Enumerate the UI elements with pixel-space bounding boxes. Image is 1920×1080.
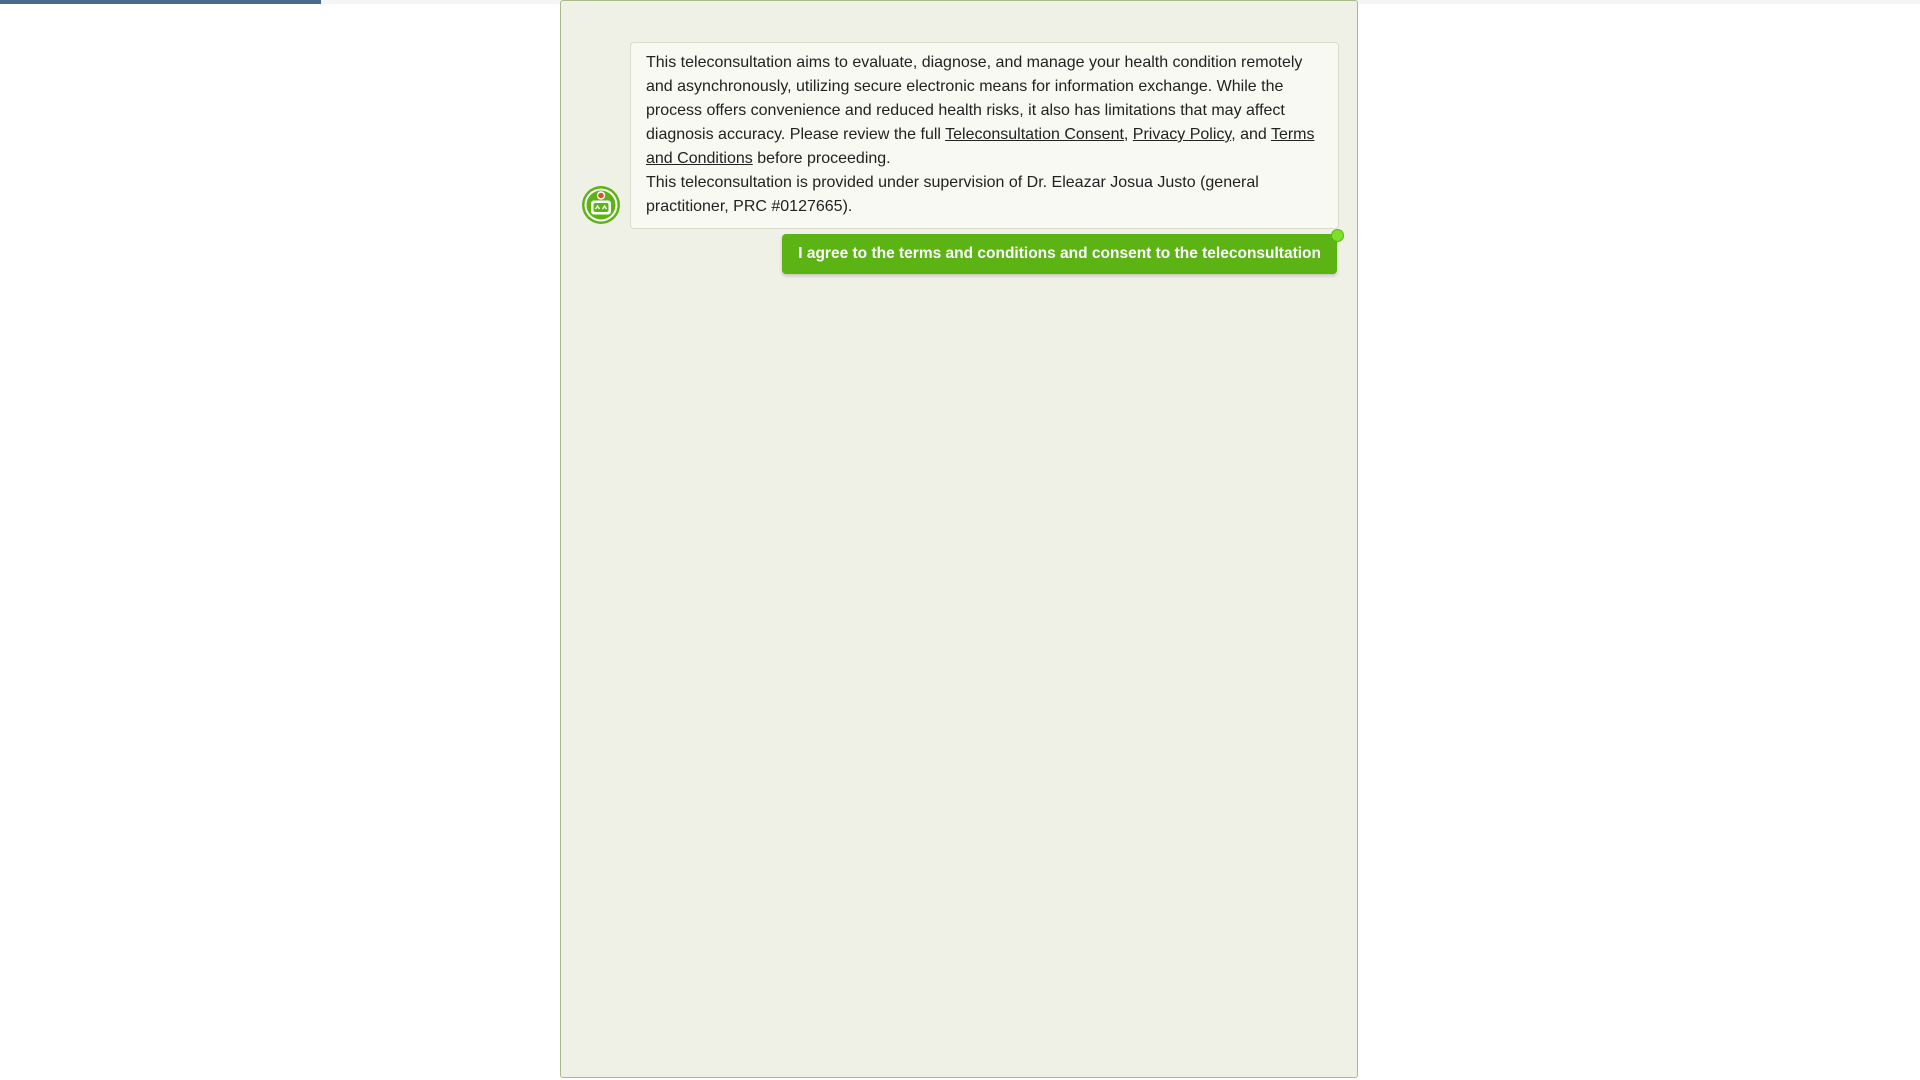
bot-message-bubble: [630, 42, 1339, 229]
status-dot: [1332, 230, 1343, 241]
terms-and-conditions-link[interactable]: Terms and Conditions: [646, 126, 1315, 167]
progress-bar-fill: [0, 0, 321, 4]
consent-paragraph: [646, 51, 1323, 171]
consent-intro-text: This teleconsultation aims to evaluate, diagnose, and manage your health condition remotely and asynchronously, utilizing secure electronic means for information exchange. While the process offers convenience and reduced health risks, it also has limitations that may affect diagnosis accuracy. Please review the full: [646, 54, 1303, 143]
separator-text: ,: [1123, 126, 1133, 143]
robot-doctor-icon: [581, 185, 621, 225]
teleconsultation-consent-link[interactable]: Teleconsultation Consent: [945, 126, 1124, 143]
privacy-policy-link[interactable]: Privacy Policy: [1132, 126, 1232, 143]
chat-panel: [560, 0, 1358, 1078]
agree-consent-button[interactable]: I agree to the terms and conditions and consent to the teleconsultation: [782, 234, 1337, 274]
supervision-paragraph: This teleconsultation is provided under supervision of Dr. Eleazar Josua Justo (general practitioner, PRC #0127665).: [646, 174, 1259, 215]
separator-text: , and: [1231, 126, 1271, 143]
consent-end-text: before proceeding.: [752, 150, 891, 167]
